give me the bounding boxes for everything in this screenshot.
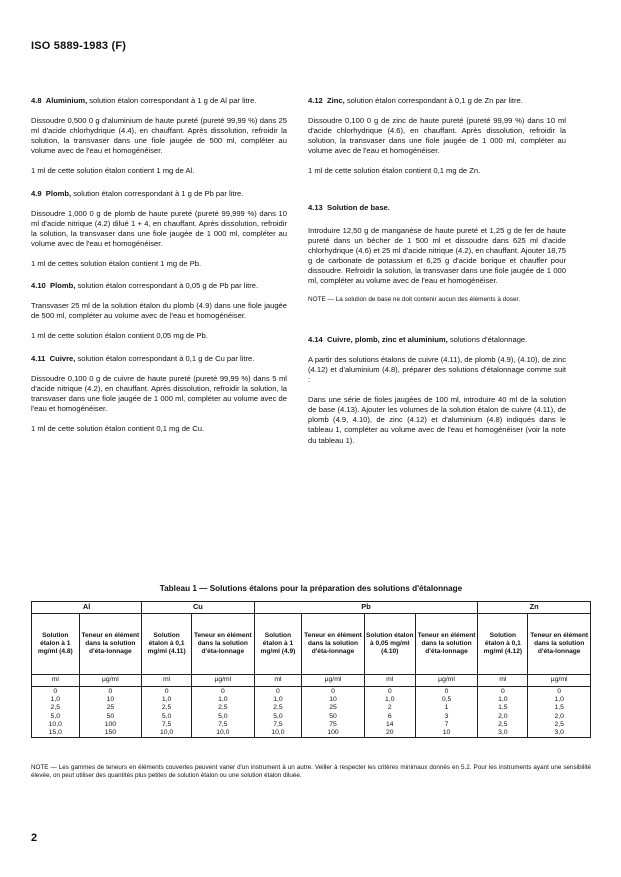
table-value: 2,5: [273, 704, 283, 712]
table-value: 0: [331, 688, 335, 695]
table-value: 1,5: [498, 704, 508, 712]
value-column-cell: [32, 687, 80, 738]
table-value: 10: [106, 696, 115, 704]
table-value: 0: [276, 688, 280, 695]
column-header: Teneur en élément dans la solution d'éta-lonnage: [528, 614, 591, 675]
paragraph: Dans une série de fioles jaugées de 100 ml, introduire 40 ml de la solution de base (4.13). Ajouter les volumes de la solution étalon de cuivre (4.11), de plomb (4.9, 4.10), de zinc (4.12) et d'aluminium (4.8) indiqués dans le tableau 1, compléter au volume avec de l'eau et homogénéiser (voir la note du tableau 1).: [308, 395, 566, 445]
table-value: 25: [329, 704, 337, 712]
paragraph: 1 ml de cette solution étalon contient 1 mg de Al.: [31, 166, 195, 176]
paragraph: Transvaser 25 ml de la solution étalon du plomb (4.9) dans une fiole jaugée de 500 ml, compléter au volume avec de l'eau et homogénéiser.: [31, 301, 287, 321]
table-value: 75: [329, 720, 337, 728]
unit-cell: ml: [254, 675, 302, 687]
group-header-pb: Pb: [254, 602, 478, 614]
table-value: 3: [444, 712, 449, 720]
section-heading-4-13: 4.13 Solution de base.: [308, 202, 390, 212]
table-value: 100: [327, 729, 339, 737]
paragraph: Dissoudre 1,000 0 g de plomb de haute pureté (pureté 99,999 %) dans 10 ml d'acide nitrique (4.2) dilué 1 + 4, en chauffant. Après dissolution, refroidir la solution, la transvaser dans une fiole jaugée de 1 000 ml, compléter au volume avec de l'eau et homogénéiser.: [31, 208, 287, 248]
table-value: 1,5: [554, 704, 564, 712]
unit-cell: µg/ml: [79, 675, 142, 687]
group-header-zn: Zn: [478, 602, 591, 614]
table-value: 2,5: [218, 704, 228, 712]
unit-cell: µg/ml: [528, 675, 591, 687]
table-title: Tableau 1 — Solutions étalons pour la préparation des solutions d'étalonnage: [159, 584, 463, 593]
table-value: 20: [385, 729, 394, 737]
table-value: 0: [387, 688, 392, 695]
table-value: 10: [329, 696, 337, 704]
paragraph: 1 ml de cette solution étalon contient 0,1 mg de Cu.: [31, 423, 205, 433]
value-column-cell: [142, 687, 192, 738]
table-value: 7,5: [273, 720, 283, 728]
table-value: 5,0: [273, 712, 283, 720]
table-value: 0,5: [441, 696, 452, 704]
table-value: 2: [387, 704, 392, 712]
paragraph: Introduire 12,50 g de manganèse de haute pureté et 1,25 g de fer de haute pureté dans un bécher de 1 500 ml et dissoudre dans 625 ml d'acide chlorhydrique (4.6) et 25 ml d'acide nitrique (4.2), en chauffant. Ajouter 18,75 g de carbonate de potassium et 6,25 g d'acide borique et chauffer pour dissoudre. Refroidir la solution, la transvaser dans une fiole jaugée de 1 000 ml, compléter au volume avec de l'eau et homogénéiser.: [308, 225, 566, 286]
table-value: 1,0: [554, 696, 564, 704]
table-value: 1,0: [385, 696, 395, 704]
table-value: 50: [106, 712, 115, 720]
unit-cell: µg/ml: [302, 675, 365, 687]
table-value: 3,0: [554, 729, 564, 737]
unit-cell: µg/ml: [192, 675, 255, 687]
table-value: 10,0: [159, 729, 174, 737]
column-header: Teneur en élément dans la solution d'éta-lonnage: [302, 614, 365, 675]
paragraph: 1 ml de cette solution étalon contient 0,1 mg de Zn.: [308, 166, 481, 176]
value-column-cell: [528, 687, 591, 738]
table-value: 10,0: [48, 720, 62, 728]
table-value: 100: [104, 720, 117, 728]
section-heading-4-8: 4.8 Aluminium, solution étalon correspondant à 1 g de Al par litre.: [31, 96, 257, 105]
value-column-cell: [478, 687, 528, 738]
right-column: [308, 96, 566, 456]
paragraph: A partir des solutions étalons de cuivre (4.11), de plomb (4.9), (4.10), de zinc (4.12) et d'aluminium (4.8), préparer des solutions d'étalonnage comme suit :: [308, 354, 566, 385]
group-header-al: Al: [32, 602, 142, 614]
section-heading-4-10: 4.10 Plomb, solution étalon correspondant à 0,05 g de Pb par litre.: [31, 281, 259, 291]
column-header: Solution étalon à 0,1 mg/ml (4.11): [142, 614, 192, 675]
calibration-table: [31, 601, 591, 738]
table-value: 7: [444, 720, 449, 728]
table-value: 150: [104, 729, 117, 737]
table-value: 7,5: [218, 720, 228, 728]
paragraph: Dissoudre 0,500 0 g d'aluminium de haute pureté (pureté 99,99 %) dans 25 ml d'acide chlorhydrique (4.4), en chauffant. Après dissolution, refroidir la solution, la transvaser dans une fiole jaugée de 500 ml, compléter au volume avec de l'eau et homogénéiser.: [31, 116, 287, 156]
unit-cell: ml: [364, 675, 415, 687]
table-value: 5,0: [50, 712, 60, 720]
paragraph: Dissoudre 0,100 0 g de cuivre de haute pureté (pureté 99,99 %) dans 5 ml d'acide nitrique (4.2), en chauffant. Après dissolution, refroidir la solution, la transvaser dans une fiole jaugée de 1 000 ml, compléter au volume avec de l'eau et homogénéiser.: [31, 373, 287, 413]
table-value: 5,0: [218, 712, 228, 720]
table-value: 7,5: [161, 720, 172, 728]
column-header: Teneur en élément dans la solution d'éta-lonnage: [415, 614, 478, 675]
paragraph: 1 ml de cettes solution étalon contient 1 mg de Pb.: [31, 259, 202, 269]
column-header: Solution étalon à 1 mg/ml (4.8): [32, 614, 80, 675]
table-value: 1,0: [498, 696, 508, 704]
page-number: 2: [31, 832, 38, 844]
value-column-cell: [364, 687, 415, 738]
table-value: 2,0: [498, 712, 508, 720]
column-header: Teneur en élément dans la solution d'éta-lonnage: [192, 614, 255, 675]
table-value: 1: [444, 704, 449, 712]
table-value: 50: [329, 712, 337, 720]
column-header: Teneur en élément dans la solution d'éta-lonnage: [79, 614, 142, 675]
unit-cell: ml: [32, 675, 80, 687]
column-header: Solution étalon à 0,1 mg/ml (4.12): [478, 614, 528, 675]
table-note: NOTE — Les gammes de teneurs en éléments couvertes peuvent varier d'un instrument à un autre. Veiller à respecter les critères minimaux donnés en 5.2. Pour les instruments ayant une sensibilité élevée, on peut utiliser des quantités plus petites de solution étalon ou une solution étalon diluée.: [31, 764, 591, 780]
table-value: 10: [442, 729, 451, 737]
table-value: 14: [385, 720, 394, 728]
table-value: 2,5: [161, 704, 172, 712]
value-column-cell: [302, 687, 365, 738]
table-value: 2,5: [50, 704, 60, 712]
table-value: 1,0: [161, 696, 172, 704]
section-heading-4-14: 4.14 Cuivre, plomb, zinc et aluminium, solutions d'étalonnage.: [308, 334, 528, 344]
unit-cell: µg/ml: [415, 675, 478, 687]
table-value: 1,0: [218, 696, 228, 704]
value-column-cell: [254, 687, 302, 738]
table-value: 3,0: [498, 729, 508, 737]
section-heading-4-12: 4.12 Zinc, solution étalon correspondant à 0,1 g de Zn par litre.: [308, 96, 523, 105]
table-value: 2,0: [554, 712, 564, 720]
document-header: ISO 5889-1983 (F): [31, 40, 127, 52]
table-value: 0: [557, 688, 562, 695]
table-value: 10,0: [216, 729, 230, 737]
table-value: 0: [444, 688, 449, 695]
table-value: 2,5: [554, 720, 564, 728]
left-column: [31, 96, 287, 444]
paragraph: 1 ml de cette solution étalon contient 0,05 mg de Pb.: [31, 331, 208, 341]
group-header-cu: Cu: [142, 602, 254, 614]
note: NOTE — La solution de base ne doit contenir aucun des éléments à doser.: [308, 296, 521, 304]
table-value: 15,0: [48, 729, 62, 737]
table-value: 5,0: [161, 712, 172, 720]
table-value: 0: [164, 688, 169, 695]
unit-cell: ml: [142, 675, 192, 687]
table-value: 10,0: [271, 729, 285, 737]
table-value: 0: [108, 688, 113, 695]
value-column-cell: [79, 687, 142, 738]
table-value: 1,0: [273, 696, 283, 704]
value-column-cell: [415, 687, 478, 738]
section-heading-4-11: 4.11 Cuivre, solution étalon correspondant à 0,1 g de Cu par litre.: [31, 353, 255, 363]
table-value: 1,0: [50, 696, 60, 704]
column-header: Solution étalon à 0,05 mg/ml (4.10): [364, 614, 415, 675]
table-value: 25: [106, 704, 115, 712]
table-value: 2,5: [498, 720, 508, 728]
section-heading-4-9: 4.9 Plomb, solution étalon correspondant à 1 g de Pb par litre.: [31, 188, 244, 198]
value-column-cell: [192, 687, 255, 738]
table-row: [32, 687, 591, 738]
table-value: 0: [53, 688, 58, 695]
paragraph: Dissoudre 0,100 0 g de zinc de haute pureté (pureté 99,99 %) dans 10 ml d'acide chlorhydrique (4.6), en chauffant. Après dissolution, refroidir la solution, la transvaser dans une fiole jaugée de 1 000 ml, compléter au volume avec de l'eau et homogénéiser.: [308, 116, 566, 156]
table-value: 0: [500, 688, 505, 695]
column-header: Solution étalon à 1 mg/ml (4.9): [254, 614, 302, 675]
table-value: 0: [220, 688, 225, 695]
unit-cell: ml: [478, 675, 528, 687]
table-value: 6: [387, 712, 392, 720]
